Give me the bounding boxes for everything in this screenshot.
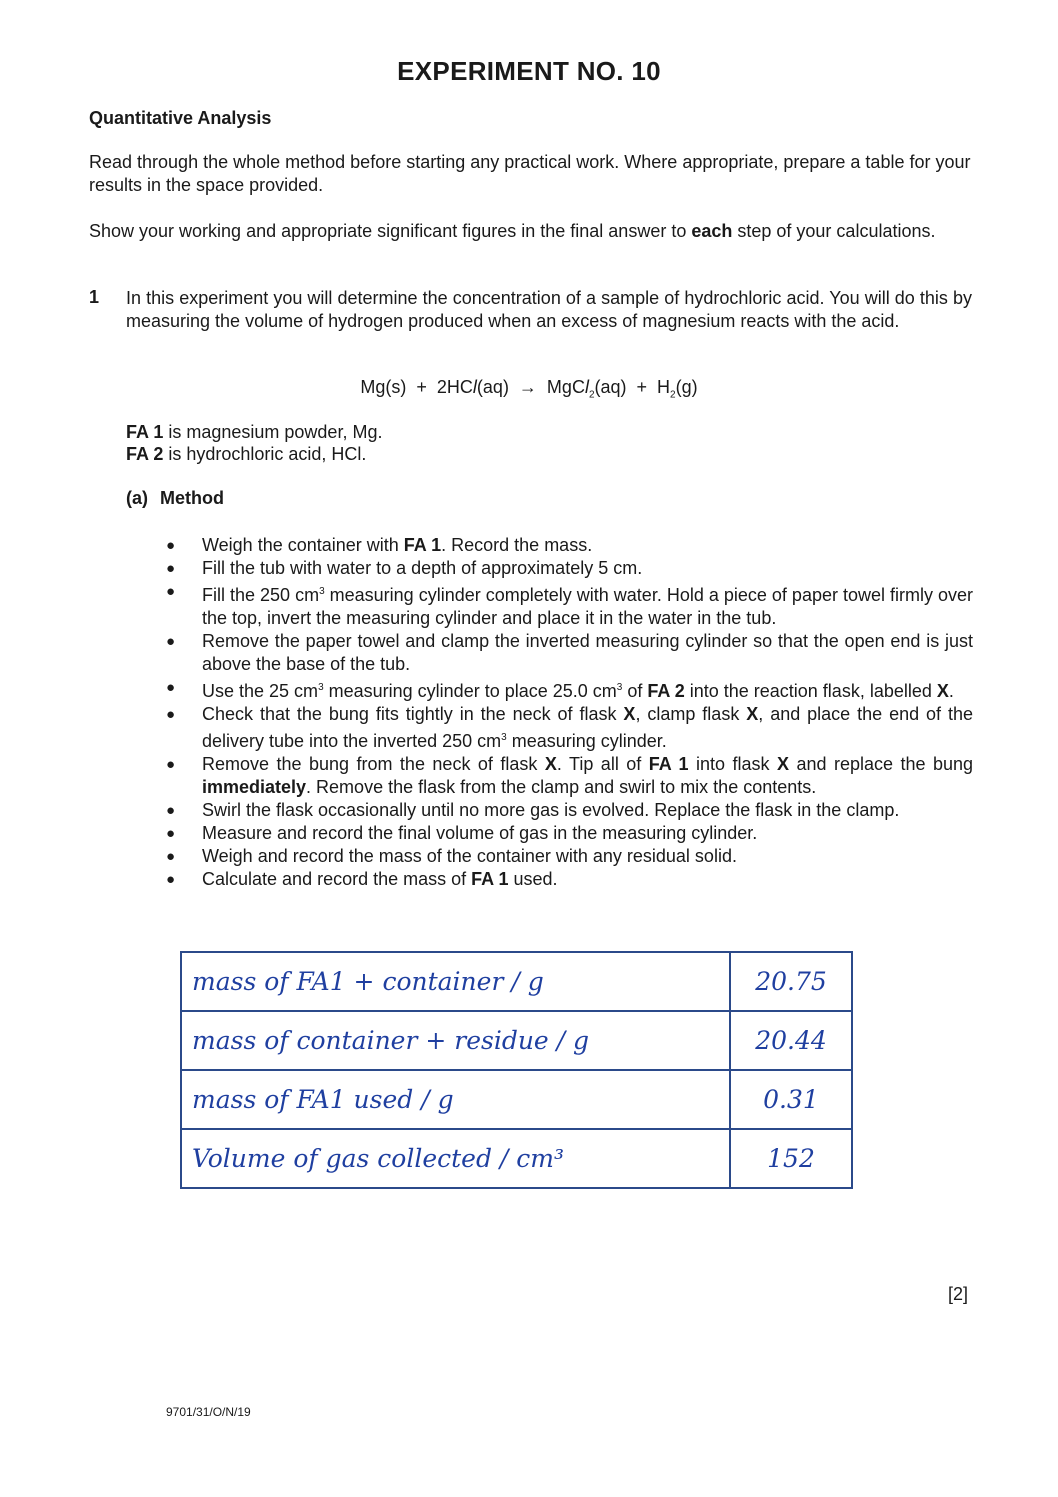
bullet-icon: ● <box>166 802 176 819</box>
table-row <box>181 952 852 1011</box>
method-step: ● Measure and record the final volume of gas in the measuring cylinder. <box>166 823 758 843</box>
row-value: 152 <box>730 1129 852 1188</box>
page-title: EXPERIMENT NO. 10 <box>397 56 661 86</box>
table-row <box>181 1129 852 1188</box>
table-row <box>181 1011 852 1070</box>
fa1-label: FA 1 <box>126 422 164 442</box>
method-step: ● Swirl the flask occasionally until no more gas is evolved. Replace the flask in the clamp. <box>166 800 900 820</box>
method-step: ● Weigh the container with FA 1. Record the mass. <box>166 535 593 555</box>
bullet-icon: ● <box>166 848 176 865</box>
bullet-icon: ● <box>166 537 176 554</box>
method-step: ● Fill the 250 $cm^3$ measuring cylinder completely with water. Hold a piece of paper towel firmly over the top, invert the measuring cylinder and place it in the water in the tub. <box>160 580 973 630</box>
part-a-title: Method <box>160 488 224 508</box>
bullet-icon: ● <box>166 679 176 696</box>
bullet-icon: ● <box>166 706 176 723</box>
fa1-description <box>126 422 382 443</box>
method-list <box>160 534 973 891</box>
row-value: 0.31 <box>730 1070 852 1129</box>
part-a-label: (a) <box>126 488 148 508</box>
row-value: 20.75 <box>730 952 852 1011</box>
part-a-heading <box>126 488 236 509</box>
intro-paragraph: Read through the whole method before starting any practical work. Where appropriate, prepare a table for your results in the space provided. <box>89 152 971 195</box>
question-number: 1 <box>89 287 100 307</box>
section-title: Quantitative Analysis <box>89 108 272 128</box>
bullet-icon: ● <box>166 583 176 600</box>
method-step: ● Remove the paper towel and clamp the inverted measuring cylinder so that the open end is just above the base of the tub. <box>166 631 973 674</box>
instruction-text-post: step of your calculations. <box>732 221 936 241</box>
method-step: ● Calculate and record the mass of FA 1 used. <box>166 869 558 889</box>
bullet-icon: ● <box>166 560 176 577</box>
fa2-description <box>126 444 366 465</box>
instruction-text-pre: Show your working and appropriate significant figures in the final answer to <box>89 221 692 241</box>
method-step: ● Weigh and record the mass of the container with any residual solid. <box>166 846 737 866</box>
bullet-icon: ● <box>166 871 176 888</box>
row-label: mass of FA1 + container / g <box>181 952 730 1011</box>
row-label: mass of container + residue / g <box>181 1011 730 1070</box>
table-row <box>181 1070 852 1129</box>
paper-code: 9701/31/O/N/19 <box>166 1405 251 1419</box>
method-step: ● Remove the bung from the neck of flask X. Tip all of FA 1 into flask X and replace the bung immediately. Remove the flask from the clamp and swirl to mix the contents. <box>166 754 973 797</box>
method-step: ● Check that the bung fits tightly in the neck of flask X, clamp flask X, and place the end of the delivery tube into the inverted 250 $cm^3$ measuring cylinder. <box>166 704 973 751</box>
results-table <box>180 951 853 1189</box>
reaction-equation: Mg(s) + 2HCl(aq) → MgCl$_2$(aq) + $H_2(g)$ <box>360 377 698 401</box>
fa1-text: is magnesium powder, Mg. <box>163 422 383 442</box>
row-label: mass of FA1 used / g <box>181 1070 730 1129</box>
bullet-icon: ● <box>166 825 176 842</box>
bullet-icon: ● <box>166 633 176 650</box>
row-label: Volume of gas collected / cm³ <box>181 1129 730 1188</box>
row-value: 20.44 <box>730 1011 852 1070</box>
question-text: In this experiment you will determine the concentration of a sample of hydrochloric acid. You will do this by measuring the volume of hydrogen produced when an excess of magnesium reacts with the acid. <box>126 288 972 331</box>
method-step: ● Fill the tub with water to a depth of approximately 5 cm. <box>166 558 643 578</box>
method-step: ● Use the 25 $cm^3$ measuring cylinder to place 25.0 $cm^3$ of FA 2 into the reaction flask, labelled X. <box>160 676 973 703</box>
marks-allocation: [2] <box>948 1284 969 1304</box>
fa2-label: FA 2 <box>126 444 164 464</box>
instruction-bold-word: each <box>691 221 733 241</box>
bullet-icon: ● <box>166 756 176 773</box>
working-instruction <box>89 220 973 243</box>
fa2-text: is hydrochloric acid, HCl. <box>163 444 367 464</box>
